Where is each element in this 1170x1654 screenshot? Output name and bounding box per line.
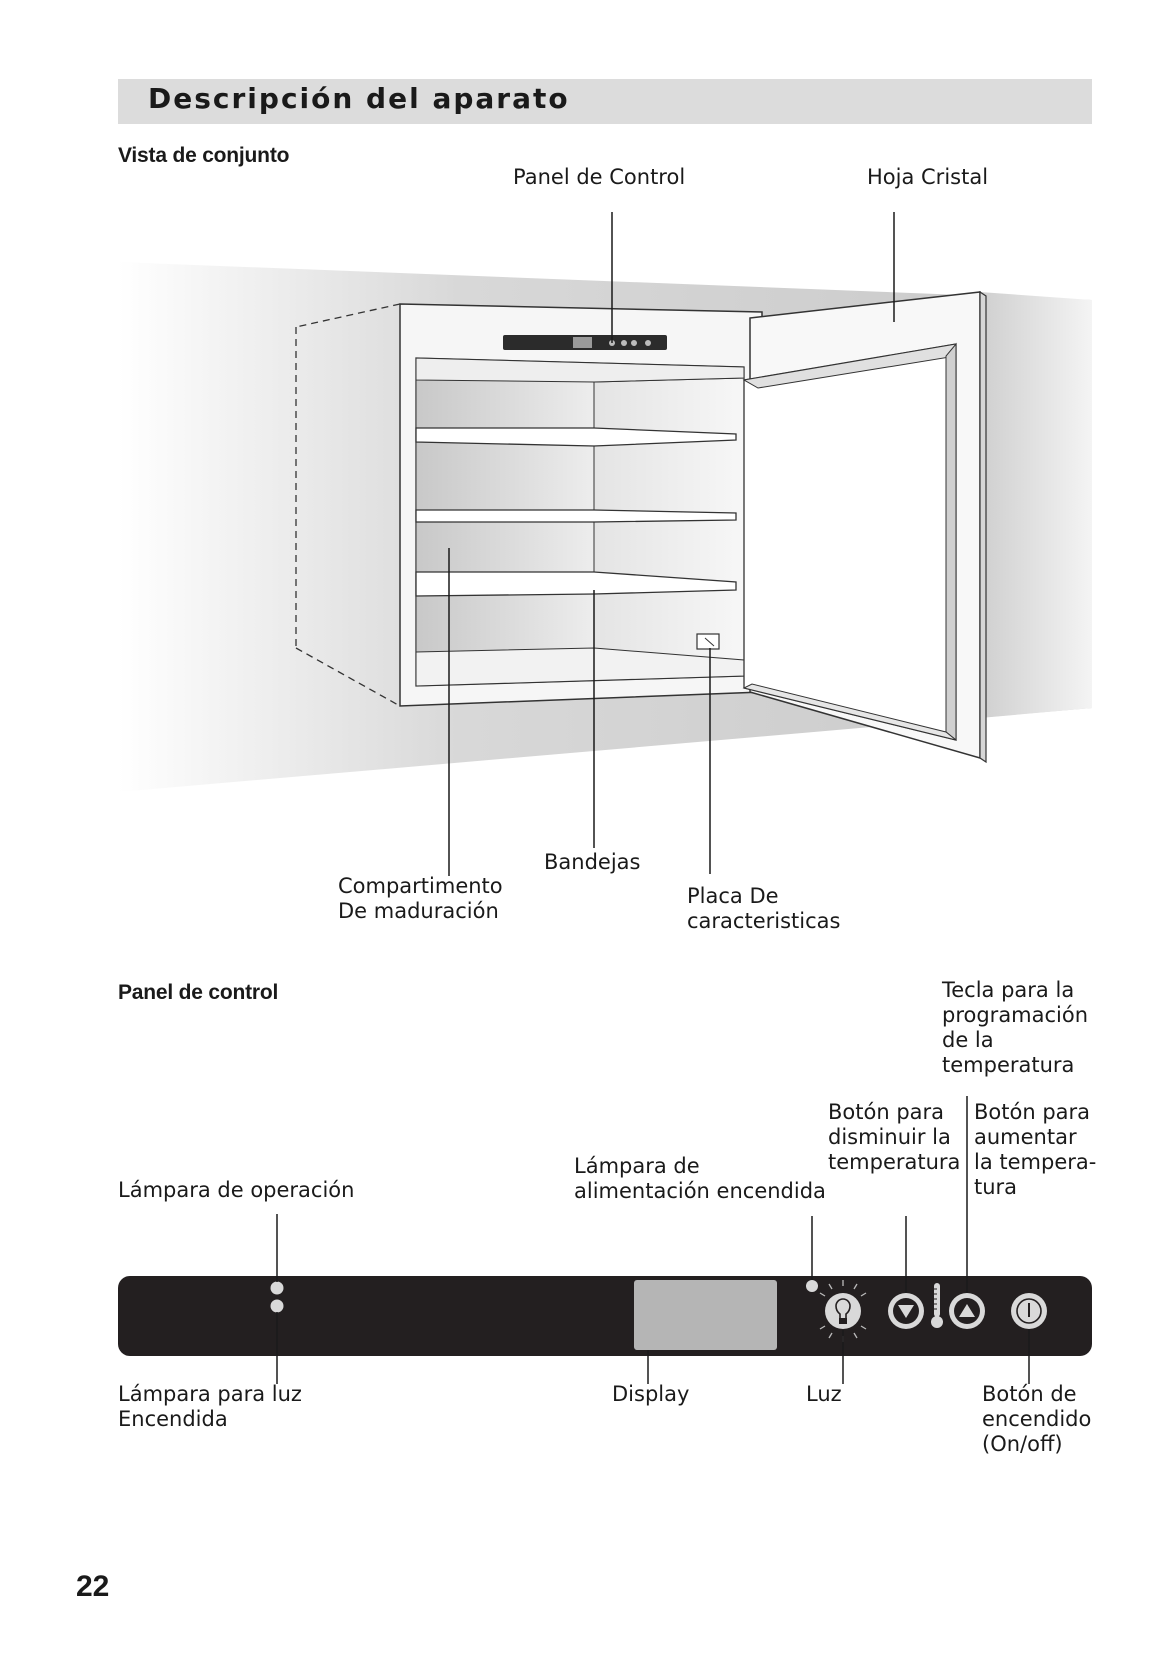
label-decrease-button: Botón para disminuir la temperatura (828, 1100, 961, 1174)
label-compartment: Compartimento De maduración (338, 874, 503, 923)
rating-plate (697, 634, 719, 649)
control-panel-bar (118, 1276, 1092, 1356)
page-number: 22 (76, 1570, 110, 1603)
section-title: Descripción del aparato (148, 82, 570, 115)
label-power-lamp: Lámpara de alimentación encendida (574, 1154, 826, 1203)
operation-lamp (271, 1282, 284, 1295)
power-button (1011, 1293, 1047, 1329)
increase-temp-button (949, 1293, 985, 1329)
display-window (634, 1280, 777, 1350)
overview-heading: Vista de conjunto (118, 144, 290, 167)
label-operation-lamp: Lámpara de operación (118, 1178, 355, 1202)
power-lamp (806, 1280, 818, 1292)
control-panel-heading: Panel de control (118, 981, 279, 1004)
label-rating-plate: Placa De caracteristicas (687, 884, 841, 933)
light-lamp (271, 1300, 284, 1313)
label-light: Luz (806, 1382, 842, 1406)
label-glass-door: Hoja Cristal (867, 165, 989, 189)
label-on-off-button: Botón de encendido (On/off) (982, 1382, 1092, 1456)
label-temp-key: Tecla para la programación de la temperatura (942, 978, 1089, 1077)
label-shelves: Bandejas (544, 850, 641, 874)
label-increase-button: Botón para aumentar la tempera- tura (974, 1100, 1097, 1199)
label-display: Display (612, 1382, 690, 1406)
label-control-panel: Panel de Control (513, 165, 686, 189)
decrease-temp-button (888, 1293, 924, 1329)
label-light-lamp: Lámpara para luz Encendida (118, 1382, 302, 1431)
